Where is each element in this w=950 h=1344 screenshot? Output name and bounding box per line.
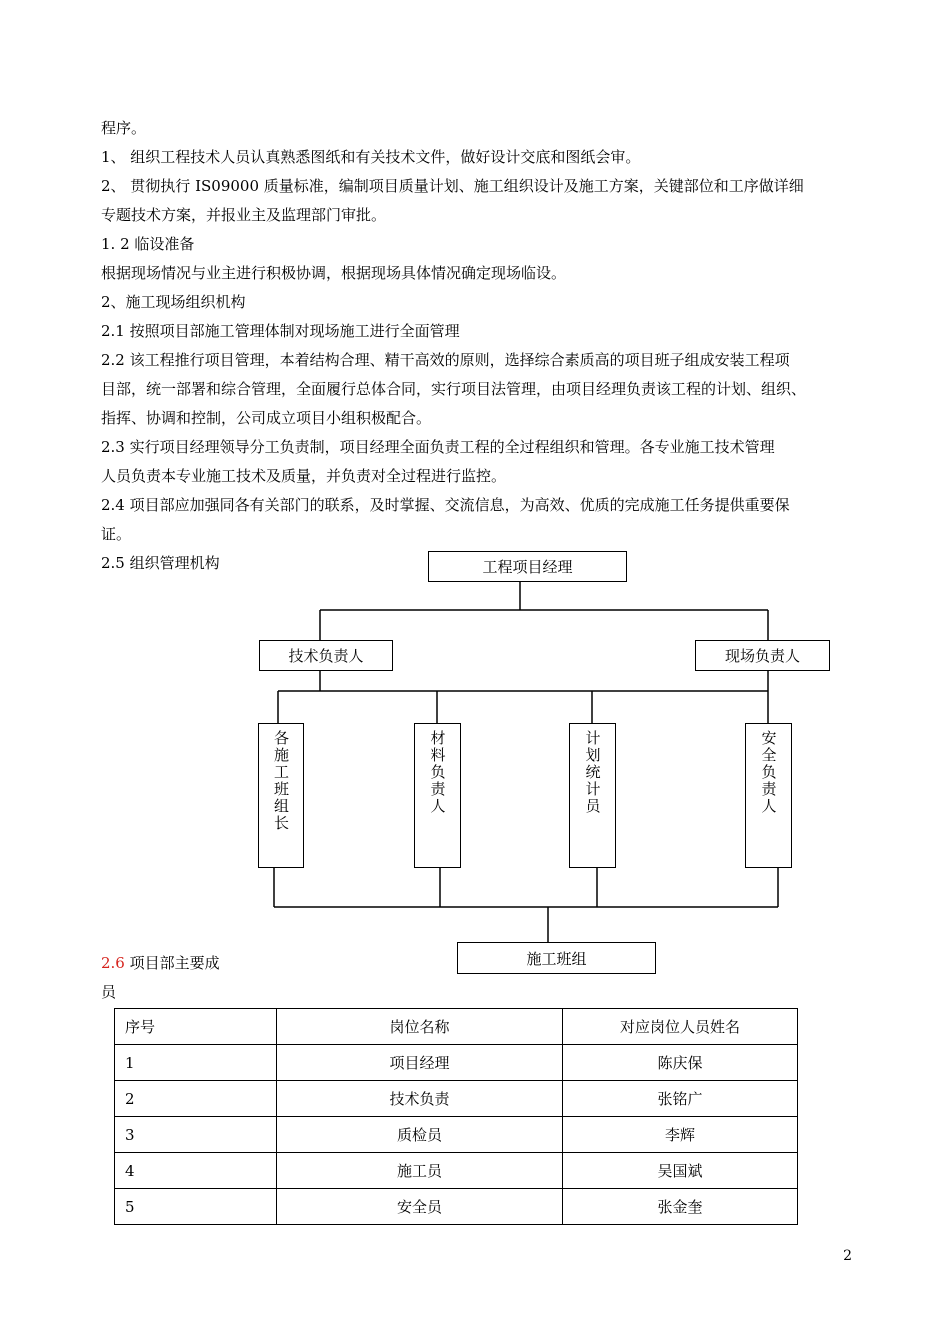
para-1: 1、 组织工程技术人员认真熟悉图纸和有关技术文件，做好设计交底和图纸会审。	[101, 148, 641, 166]
page-number: 2	[843, 1248, 852, 1264]
para-2-4-line2: 证。	[101, 525, 132, 543]
table-header-row	[115, 1009, 798, 1045]
org-box-planning-statistician	[569, 723, 616, 868]
para-2-2-line2: 目部，统一部署和综合管理，全面履行总体合同，实行项目法管理，由项目经理负责该工程的计划、组织、	[101, 380, 807, 398]
para-2-2-line1: 2.2 该工程推行项目管理，本着结构合理、精干高效的原则，选择综合素质高的项目班子组成安装工程项	[101, 351, 790, 369]
table-row	[115, 1117, 798, 1153]
para-2-1: 2.1 按照项目部施工管理体制对现场施工进行全面管理	[101, 322, 460, 340]
para-2-3-line2: 人员负责本专业施工技术及质量，并负责对全过程进行监控。	[101, 467, 507, 485]
para-2-line1: 2、 贯彻执行 IS09000 质量标准，编制项目质量计划、施工组织设计及施工方案，关键部位和工序做详细	[101, 177, 804, 195]
heading-2-6	[101, 953, 220, 973]
org-box-team-leaders-label: 各施工班组长	[272, 730, 290, 832]
table-row	[115, 1189, 798, 1225]
table-cell: 3	[115, 1117, 277, 1153]
table-cell: 吴国斌	[563, 1153, 798, 1189]
table-cell: 4	[115, 1153, 277, 1189]
para-2-4-line1: 2.4 项目部应加强同各有关部门的联系，及时掌握、交流信息，为高效、优质的完成施工任务提供重要保	[101, 496, 790, 514]
org-box-site-lead: 现场负责人	[695, 640, 830, 671]
table-cell: 张金奎	[563, 1189, 798, 1225]
heading-2-5: 2.5 组织管理机构	[101, 554, 220, 572]
table-cell: 安全员	[277, 1189, 563, 1225]
org-box-team-leaders	[258, 723, 304, 868]
members-table	[114, 1008, 798, 1225]
para-temp-facilities: 根据现场情况与业主进行积极协调，根据现场具体情况确定现场临设。	[101, 264, 567, 282]
table-cell: 李辉	[563, 1117, 798, 1153]
org-box-tech-lead: 技术负责人	[259, 640, 393, 671]
table-row	[115, 1081, 798, 1117]
table-cell: 2	[115, 1081, 277, 1117]
org-box-materials-lead-label: 材料负责人	[428, 730, 447, 815]
heading-2-6-number: 2.6	[101, 954, 125, 972]
table-header-cell: 对应岗位人员姓名	[563, 1009, 798, 1045]
table-cell: 5	[115, 1189, 277, 1225]
table-row	[115, 1153, 798, 1189]
table-header-cell: 岗位名称	[277, 1009, 563, 1045]
table-cell: 陈庆保	[563, 1045, 798, 1081]
org-box-construction-teams: 施工班组	[457, 942, 656, 974]
para-2-2-line3: 指挥、协调和控制，公司成立项目小组积极配合。	[101, 409, 432, 427]
heading-2-6-title: 项目部主要成	[124, 954, 220, 972]
table-cell: 技术负责	[277, 1081, 563, 1117]
table-header-cell: 序号	[115, 1009, 277, 1045]
table-row	[115, 1045, 798, 1081]
org-box-materials-lead	[414, 723, 461, 868]
table-cell: 1	[115, 1045, 277, 1081]
para-cheng-xu: 程序。	[101, 119, 147, 137]
org-box-project-manager: 工程项目经理	[428, 551, 627, 582]
heading-2-6-cont: 员	[101, 983, 117, 1001]
para-2-line2: 专题技术方案，并报业主及监理部门审批。	[101, 206, 387, 224]
org-box-safety-lead	[745, 723, 792, 868]
org-box-safety-lead-label: 安全负责人	[759, 730, 778, 815]
heading-1-2: 1. 2 临设准备	[101, 235, 195, 253]
table-cell: 施工员	[277, 1153, 563, 1189]
heading-2: 2、施工现场组织机构	[101, 293, 246, 311]
table-cell: 项目经理	[277, 1045, 563, 1081]
table-cell: 张铭广	[563, 1081, 798, 1117]
para-2-3-line1: 2.3 实行项目经理领导分工负责制，项目经理全面负责工程的全过程组织和管理。各专业施工技术管理	[101, 438, 775, 456]
org-box-planning-statistician-label: 计划统计员	[583, 730, 602, 815]
table-cell: 质检员	[277, 1117, 563, 1153]
